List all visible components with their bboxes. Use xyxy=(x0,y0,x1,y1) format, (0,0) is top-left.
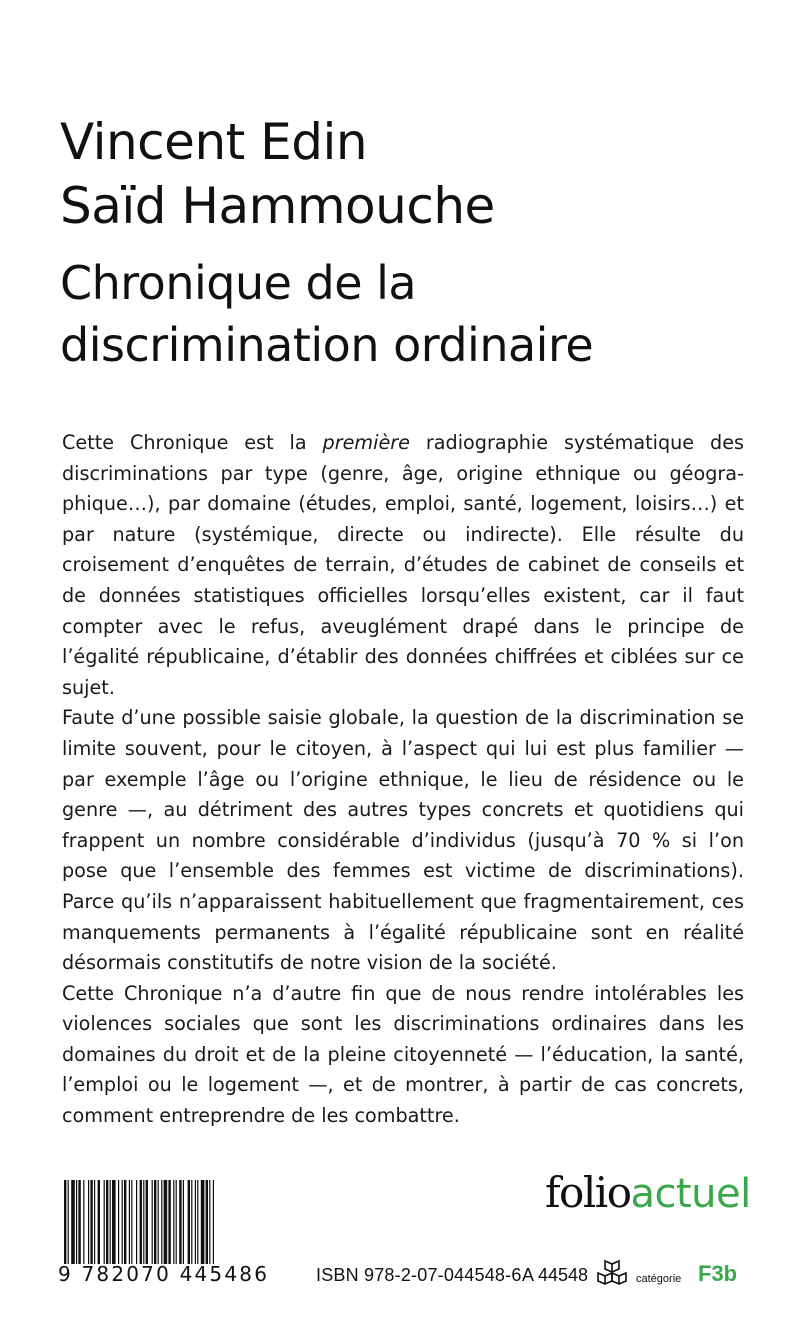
barcode-bar xyxy=(90,1180,92,1264)
barcode-bar xyxy=(78,1180,80,1264)
barcode-bar xyxy=(118,1180,119,1264)
barcode-bar xyxy=(179,1180,181,1264)
barcode-bar xyxy=(122,1180,123,1264)
category-code: F3b xyxy=(698,1261,738,1286)
logo-folio: folio xyxy=(545,1168,631,1217)
barcode-bar xyxy=(76,1180,77,1264)
barcode-bar xyxy=(124,1180,126,1264)
barcode-bar xyxy=(83,1180,84,1264)
barcode-bar xyxy=(206,1180,208,1264)
barcode-bar xyxy=(152,1180,153,1264)
blurb-emphasis: première xyxy=(322,431,410,454)
barcode-digits: 9 782070 445486 xyxy=(58,1262,270,1286)
barcode-bar xyxy=(191,1180,192,1264)
barcode-bar xyxy=(195,1180,196,1264)
authors xyxy=(60,110,495,238)
author-name: Saïd Hammouche xyxy=(60,177,495,235)
barcode-bar xyxy=(158,1180,159,1264)
barcode-bar xyxy=(129,1180,130,1264)
barcode-bar xyxy=(161,1180,162,1264)
barcode-bar xyxy=(71,1180,75,1264)
author-name: Vincent Edin xyxy=(60,113,368,171)
blurb-paragraph xyxy=(62,428,744,703)
barcode-bar xyxy=(136,1180,137,1264)
blurb-text: Cette Chronique est la xyxy=(62,431,323,454)
barcode-bar xyxy=(197,1180,198,1264)
barcode-bar xyxy=(64,1180,66,1264)
barcode-bar xyxy=(164,1180,168,1264)
barcode-bar xyxy=(104,1180,105,1264)
back-cover-blurb xyxy=(62,428,744,1132)
folio-actuel-logo xyxy=(545,1168,751,1217)
category-label: catégorie xyxy=(636,1273,682,1285)
barcode-bar xyxy=(176,1180,177,1264)
book-title xyxy=(60,252,760,376)
barcode-bar xyxy=(213,1180,214,1264)
barcode-bar xyxy=(143,1180,144,1264)
barcode-bar xyxy=(131,1180,132,1264)
barcode-bar xyxy=(110,1180,111,1264)
barcode-bar xyxy=(68,1180,69,1264)
title-line: discrimination ordinaire xyxy=(60,318,594,372)
barcode-bar xyxy=(112,1180,116,1264)
barcode-bar xyxy=(140,1180,142,1264)
barcode-bar xyxy=(106,1180,108,1264)
barcode-bar xyxy=(98,1180,100,1264)
logo-actuel: actuel xyxy=(630,1171,751,1217)
barcode-bars xyxy=(64,1180,298,1264)
title-line: Chronique de la xyxy=(60,256,417,310)
barcode-bar xyxy=(154,1180,156,1264)
blurb-paragraph: Faute d’une possible saisie globale, la question de la discrimination se limite souvent, pour le citoyen, à l’aspect qui lui est plus familier — par exemple l’âge ou l’origine ethnique, le lieu de résidence ou le genre —, au détriment des autres types concrets et quotidiens qui frappent un nombre considérable d’individus (jusqu’à 70 % si l’on pose que l’ensemble des femmes est victime de discriminations). Parce qu’ils n’apparaissent habituellement que fragmentairement, ces manquements permanents à l’égalité républicaine sont en réalité désormais constitutifs de notre vision de la société. xyxy=(62,706,744,975)
series-code: A 44548 xyxy=(522,1265,589,1285)
isbn: ISBN 978-2-07-044548-6 xyxy=(316,1265,522,1285)
barcode-bar xyxy=(183,1180,184,1264)
barcode-bar xyxy=(146,1180,148,1264)
barcode-bar xyxy=(201,1180,205,1264)
barcode-bar xyxy=(173,1180,174,1264)
blurb-paragraph: Cette Chronique n’a d’autre fin que de nous rendre intolérables les violences sociales que sont les discriminations ordinaires dans les domaines du droit et de la pleine citoyenneté — l’éducation, la santé, l’emploi ou le logement —, et de montrer, à partir de cas concrets, comment entreprendre de les combattre. xyxy=(62,981,744,1128)
barcode-bar xyxy=(168,1180,170,1264)
open-books-icon xyxy=(596,1258,628,1288)
barcode-bar xyxy=(88,1180,89,1264)
barcode-bar xyxy=(188,1180,190,1264)
blurb-text: radiographie systématique des discriminations par type (genre, âge, origine ethnique ou géographique…), par domaine (études, emploi, santé, logement, loisirs…) et par nature (systémique, directe ou indirecte). Elle résulte du croisement d’enquêtes de terrain, d’études de cabinet de conseils et de données statistiques officielles lorsqu’elles existent, car il faut compter avec le refus, aveuglément drapé dans le principe de l’égalité républicaine, d’établir des données chiffrées et ciblées sur ce sujet. xyxy=(62,431,745,699)
barcode-bar xyxy=(94,1180,95,1264)
barcode-bar xyxy=(209,1180,210,1264)
